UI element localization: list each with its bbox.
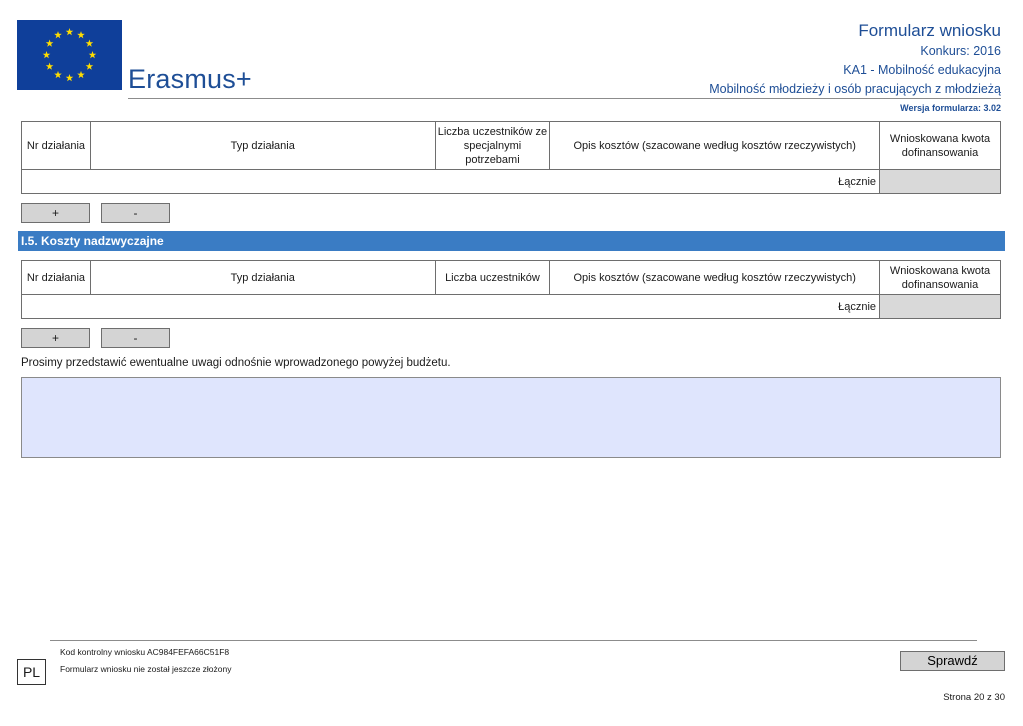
key-action: KA1 - Mobilność edukacyjna	[843, 63, 1001, 77]
form-version: Wersja formularza: 3.02	[900, 103, 1001, 113]
column-header-activity-type: Typ działania	[90, 261, 435, 295]
budget-remarks-textarea[interactable]	[21, 377, 1001, 458]
star-icon	[54, 31, 62, 38]
special-needs-costs-table	[21, 121, 1001, 194]
column-header-activity-no: Nr działania	[22, 122, 91, 170]
column-header-cost-description: Opis kosztów (szacowane według kosztów rzeczywistych)	[550, 122, 880, 170]
table-header-row	[22, 261, 1001, 295]
control-code: Kod kontrolny wniosku AC984FEFA66C51F8	[60, 647, 230, 657]
star-icon	[77, 71, 85, 78]
exceptional-costs-table	[21, 260, 1001, 319]
check-button[interactable]: Sprawdź	[900, 651, 1005, 671]
total-value	[880, 170, 1001, 194]
table-total-row	[22, 170, 1001, 194]
call-year: Konkurs: 2016	[920, 44, 1001, 58]
star-icon	[46, 63, 54, 70]
total-value	[880, 295, 1001, 319]
total-label: Łącznie	[22, 295, 880, 319]
remove-row-button[interactable]: -	[101, 203, 170, 223]
form-title: Formularz wniosku	[858, 21, 1001, 40]
star-icon	[77, 31, 85, 38]
column-header-requested-amount: Wnioskowana kwota dofinansowania	[880, 122, 1001, 170]
header-divider	[128, 98, 1001, 99]
column-header-activity-no: Nr działania	[22, 261, 91, 295]
star-icon	[89, 51, 97, 58]
section-header-exceptional-costs: I.5. Koszty nadzwyczajne	[18, 231, 1005, 251]
column-header-cost-description: Opis kosztów (szacowane według kosztów rzeczywistych)	[550, 261, 880, 295]
form-header	[709, 20, 1001, 99]
star-icon	[54, 71, 62, 78]
star-icon	[43, 51, 51, 58]
language-indicator: PL	[17, 659, 46, 685]
erasmus-logo-text: Erasmus+	[128, 64, 252, 94]
page-number: Strona 20 z 30	[943, 692, 1005, 703]
table-header-row	[22, 122, 1001, 170]
remove-row-button[interactable]: -	[101, 328, 170, 348]
submission-status: Formularz wniosku nie został jeszcze złożony	[60, 664, 232, 674]
budget-remarks-prompt: Prosimy przedstawić ewentualne uwagi odnośnie wprowadzonego powyżej budżetu.	[21, 357, 451, 369]
column-header-participants: Liczba uczestników ze specjalnymi potrzebami	[435, 122, 550, 170]
star-icon	[86, 40, 94, 47]
column-header-activity-type: Typ działania	[90, 122, 435, 170]
form-subtitle: Mobilność młodzieży i osób pracujących z młodzieżą	[709, 82, 1001, 96]
eu-stars-icon	[17, 20, 122, 90]
column-header-participants: Liczba uczestników	[435, 261, 550, 295]
column-header-requested-amount: Wnioskowana kwota dofinansowania	[880, 261, 1001, 295]
star-icon	[86, 63, 94, 70]
add-row-button[interactable]: +	[21, 328, 90, 348]
add-row-button[interactable]: +	[21, 203, 90, 223]
star-icon	[46, 40, 54, 47]
star-icon	[66, 74, 74, 81]
table-total-row	[22, 295, 1001, 319]
total-label: Łącznie	[22, 170, 880, 194]
star-icon	[66, 28, 74, 35]
eu-flag-logo	[17, 20, 122, 90]
footer-divider	[50, 640, 977, 641]
